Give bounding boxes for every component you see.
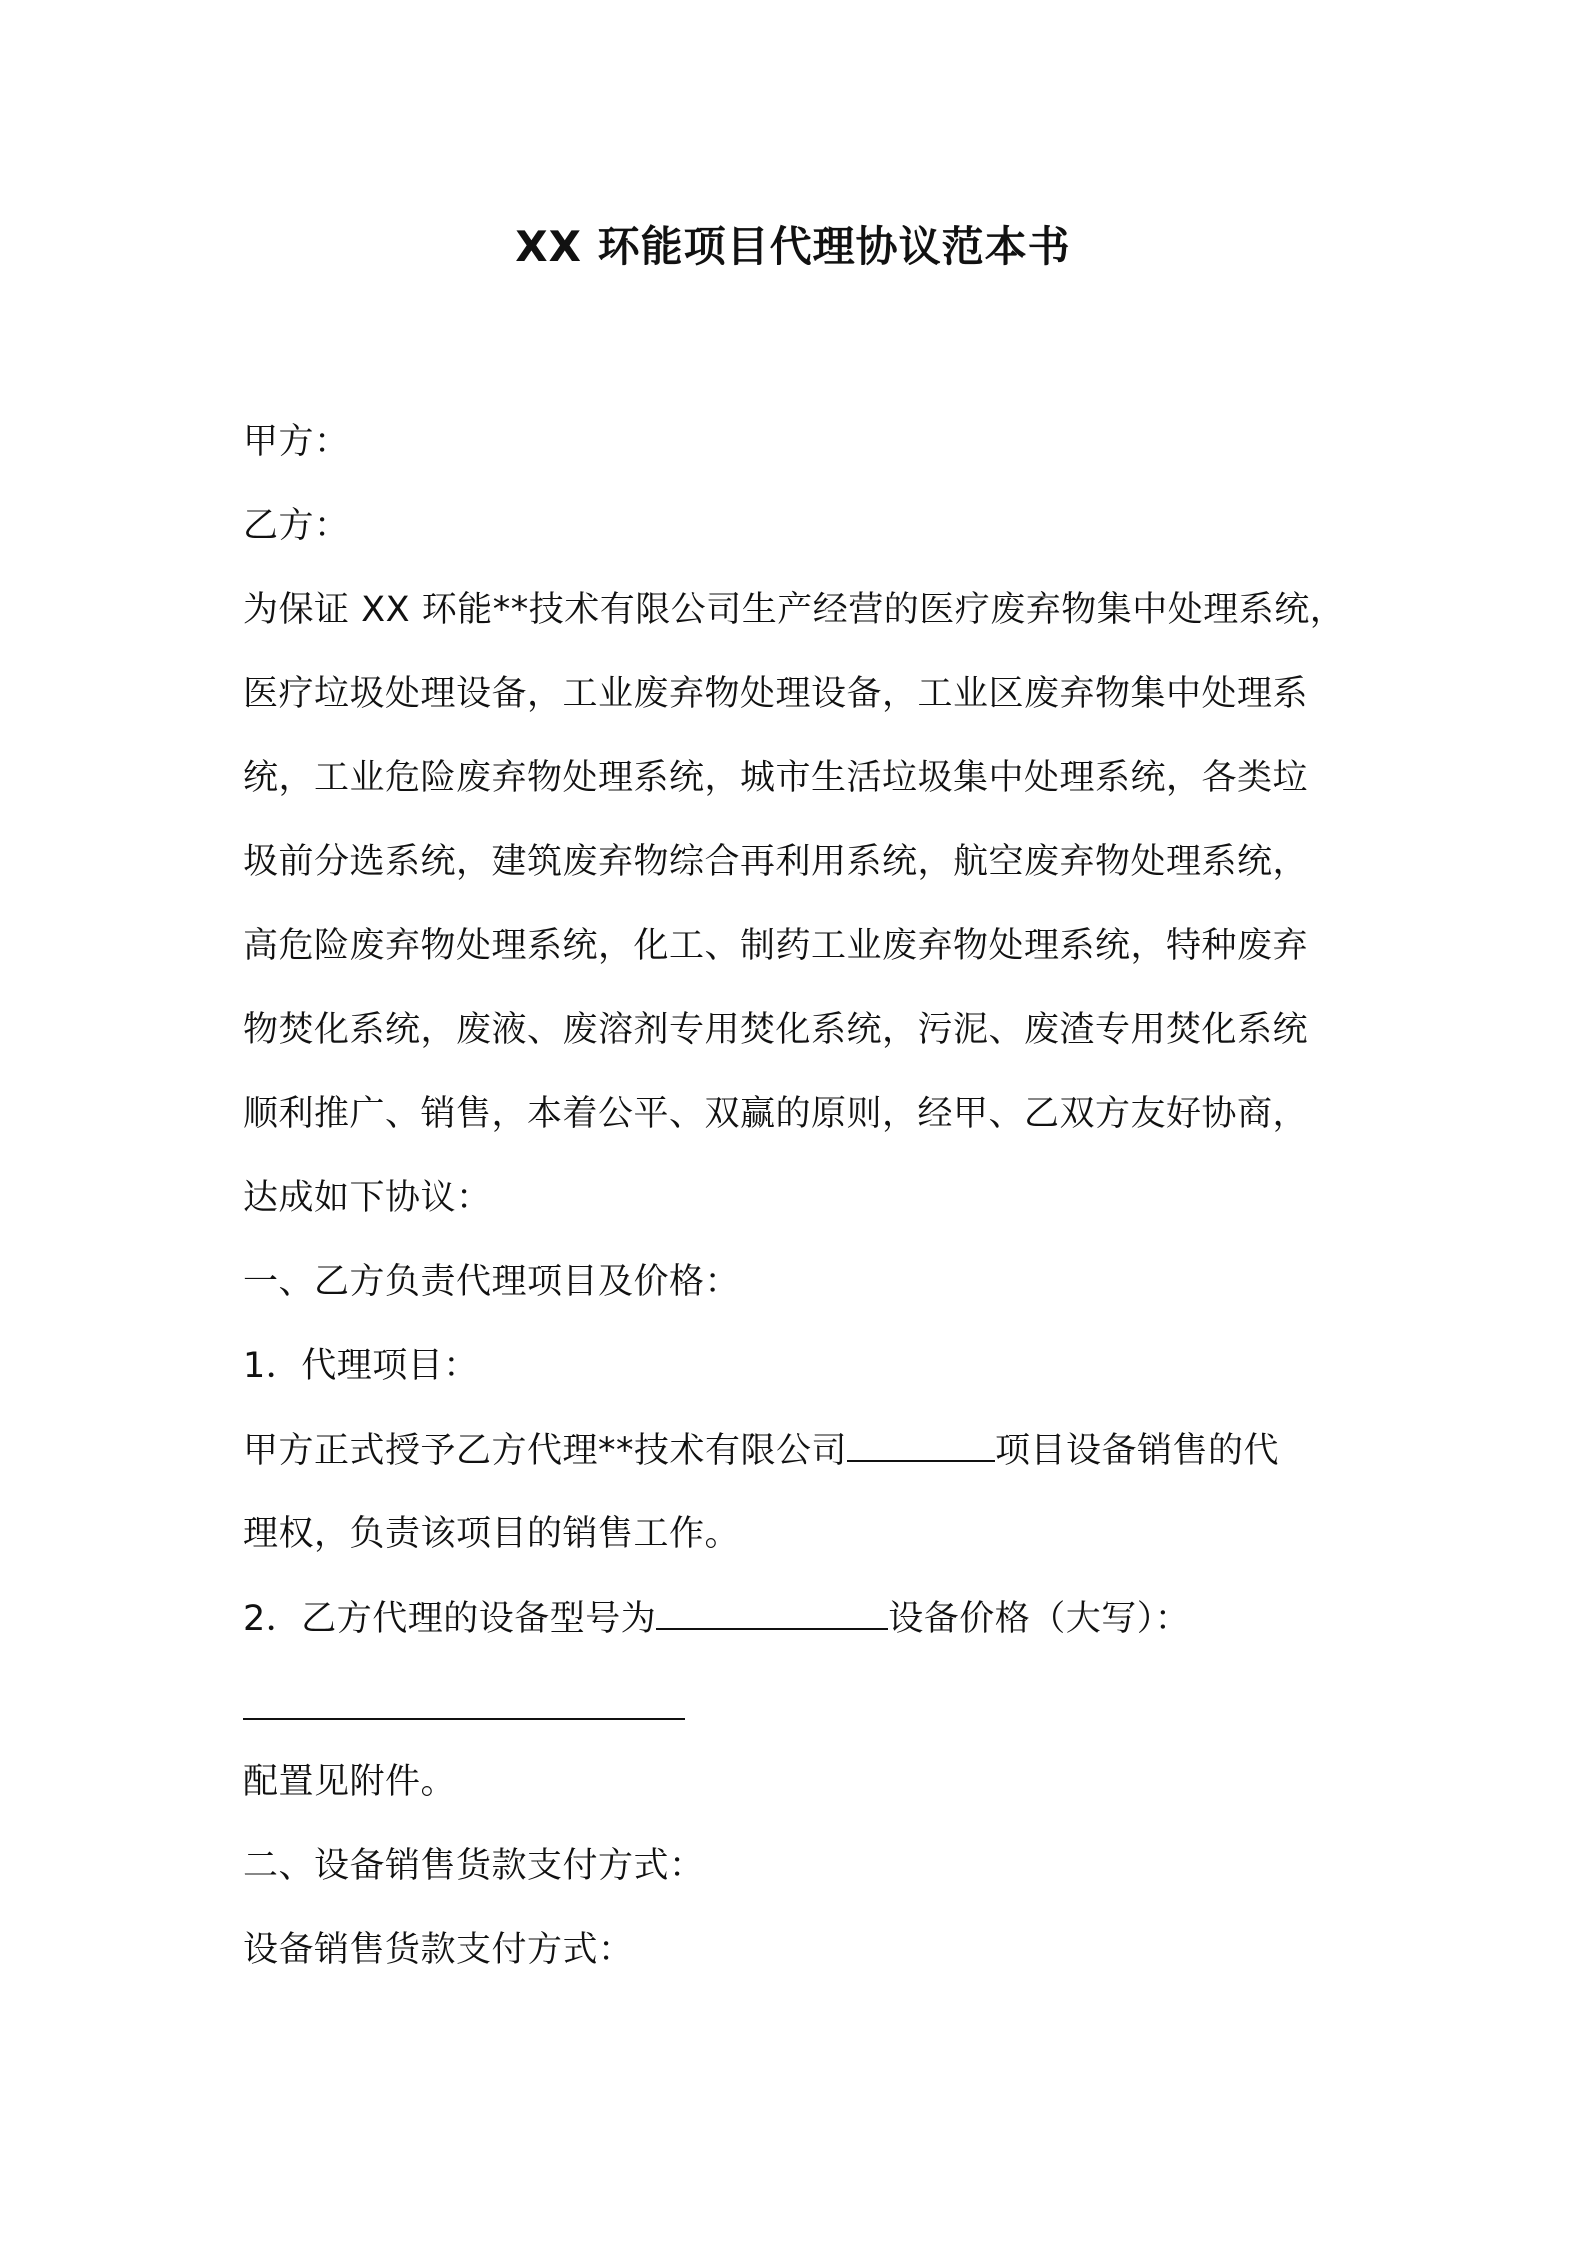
- preamble-line-4: 圾前分选系统，建筑废弃物综合再利用系统，航空废弃物处理系统，: [243, 842, 1309, 882]
- party-b-label: 乙方：: [243, 506, 350, 546]
- preamble-line-7: 顺利推广、销售，本着公平、双赢的原则，经甲、乙双方友好协商，: [243, 1094, 1309, 1134]
- preamble-line-6: 物焚化系统，废液、废溶剂专用焚化系统，污泥、废渣专用焚化系统: [243, 1010, 1309, 1050]
- agency-grant-text-a: 甲方正式授予乙方代理**技术有限公司: [243, 1431, 848, 1471]
- preamble-line-2: 医疗垃圾处理设备，工业废弃物处理设备，工业区废弃物集中处理系: [243, 674, 1309, 714]
- model-text-a: 2．乙方代理的设备型号为: [243, 1599, 657, 1639]
- preamble-line-8: 达成如下协议：: [243, 1178, 492, 1218]
- party-a-label: 甲方：: [243, 422, 350, 462]
- model-number-blank[interactable]: [656, 1598, 888, 1630]
- section-2-text: 设备销售货款支付方式：: [243, 1930, 634, 1970]
- project-name-blank[interactable]: [847, 1430, 995, 1462]
- clause-1-heading: 1．代理项目：: [243, 1346, 479, 1386]
- agency-grant-text-b: 项目设备销售的代: [995, 1431, 1280, 1471]
- agency-grant-line: [243, 1430, 1279, 1471]
- preamble-line-3: 统，工业危险废弃物处理系统，城市生活垃圾集中处理系统，各类垃: [243, 758, 1309, 798]
- preamble-line-5: 高危险废弃物处理系统，化工、制药工业废弃物处理系统，特种废弃: [243, 926, 1309, 966]
- preamble-line-1: 为保证 XX 环能**技术有限公司生产经营的医疗废弃物集中处理系统，: [243, 590, 1346, 630]
- document-title: XX 环能项目代理协议范本书: [515, 222, 1071, 271]
- model-text-b: 设备价格（大写）：: [888, 1599, 1191, 1639]
- price-blank-line[interactable]: [243, 1718, 685, 1720]
- model-price-line: [243, 1598, 1190, 1639]
- config-note: 配置见附件。: [243, 1762, 457, 1802]
- agency-grant-line-2: 理权，负责该项目的销售工作。: [243, 1514, 741, 1554]
- section-1-heading: 一、乙方负责代理项目及价格：: [243, 1262, 741, 1302]
- section-2-heading: 二、设备销售货款支付方式：: [243, 1846, 705, 1886]
